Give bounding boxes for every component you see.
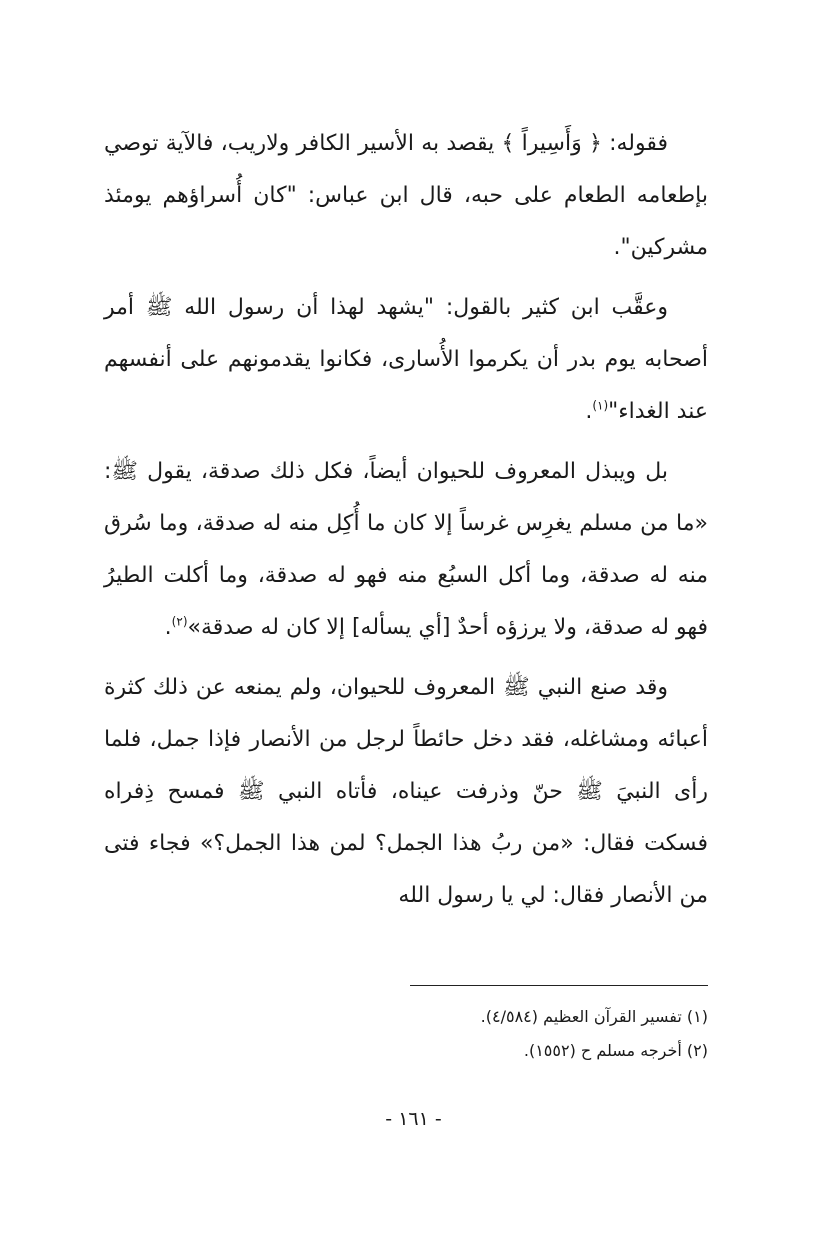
- paragraph-tail: .: [585, 399, 593, 424]
- paragraph-text: فقوله: ﴿ وَأَسِيراً ﴾ يقصد به الأسير الكافر ولاريب، فالآية توصي بإطعامه الطعام على حبه، قال ابن عباس: "كان أُسراؤهم يومئذ مشركين".: [104, 131, 708, 260]
- footnotes: [300, 1000, 708, 1068]
- paragraph-2: [104, 282, 708, 438]
- footnote-ref: (٢): [171, 614, 188, 629]
- paragraph-3: [104, 446, 708, 654]
- footnote-2: (٢) أخرجه مسلم ح (١٥٥٢).: [523, 1041, 708, 1060]
- paragraph-tail: .: [164, 615, 172, 640]
- page-number: - ١٦١ -: [385, 1108, 442, 1130]
- main-text: [104, 118, 708, 930]
- paragraph-text: وقد صنع النبي ﷺ المعروف للحيوان، ولم يمنعه عن ذلك كثرة أعبائه ومشاغله، فقد دخل حائطاً لرجل من الأنصار فإذا جمل، فلما رأى النبيَ ﷺ حنّ وذرفت عيناه، فأتاه النبي ﷺ فمسح ذِفراه فسكت فقال: «من ربُ هذا الجمل؟ لمن هذا الجمل؟» فجاء فتى من الأنصار فقال: لي يا رسول الله: [104, 675, 708, 908]
- paragraph-text: وعقَّب ابن كثير بالقول: "يشهد لهذا أن رسول الله ﷺ أمر أصحابه يوم بدر أن يكرموا الأُسارى، فكانوا يقدمونهم على أنفسهم عند الغداء": [104, 295, 708, 424]
- paragraph-4: [104, 662, 708, 922]
- paragraph-text: بل ويبذل المعروف للحيوان أيضاً، فكل ذلك صدقة، يقول ﷺ: «ما من مسلم يغرِس غرساً إلا كان ما أُكِل منه له صدقة، وما سُرق منه له صدقة، وما أكل السبُع منه فهو له صدقة، وما أكلت الطيرُ فهو له صدقة، ولا يرزؤه أحدٌ [أي يسأله] إلا كان له صدقة»: [104, 459, 708, 640]
- paragraph-1: [104, 118, 708, 274]
- footnote-ref: (١): [592, 398, 609, 413]
- footnote-1: (١) تفسير القرآن العظيم (٤/٥٨٤).: [480, 1007, 708, 1026]
- footnote-separator: [410, 985, 708, 986]
